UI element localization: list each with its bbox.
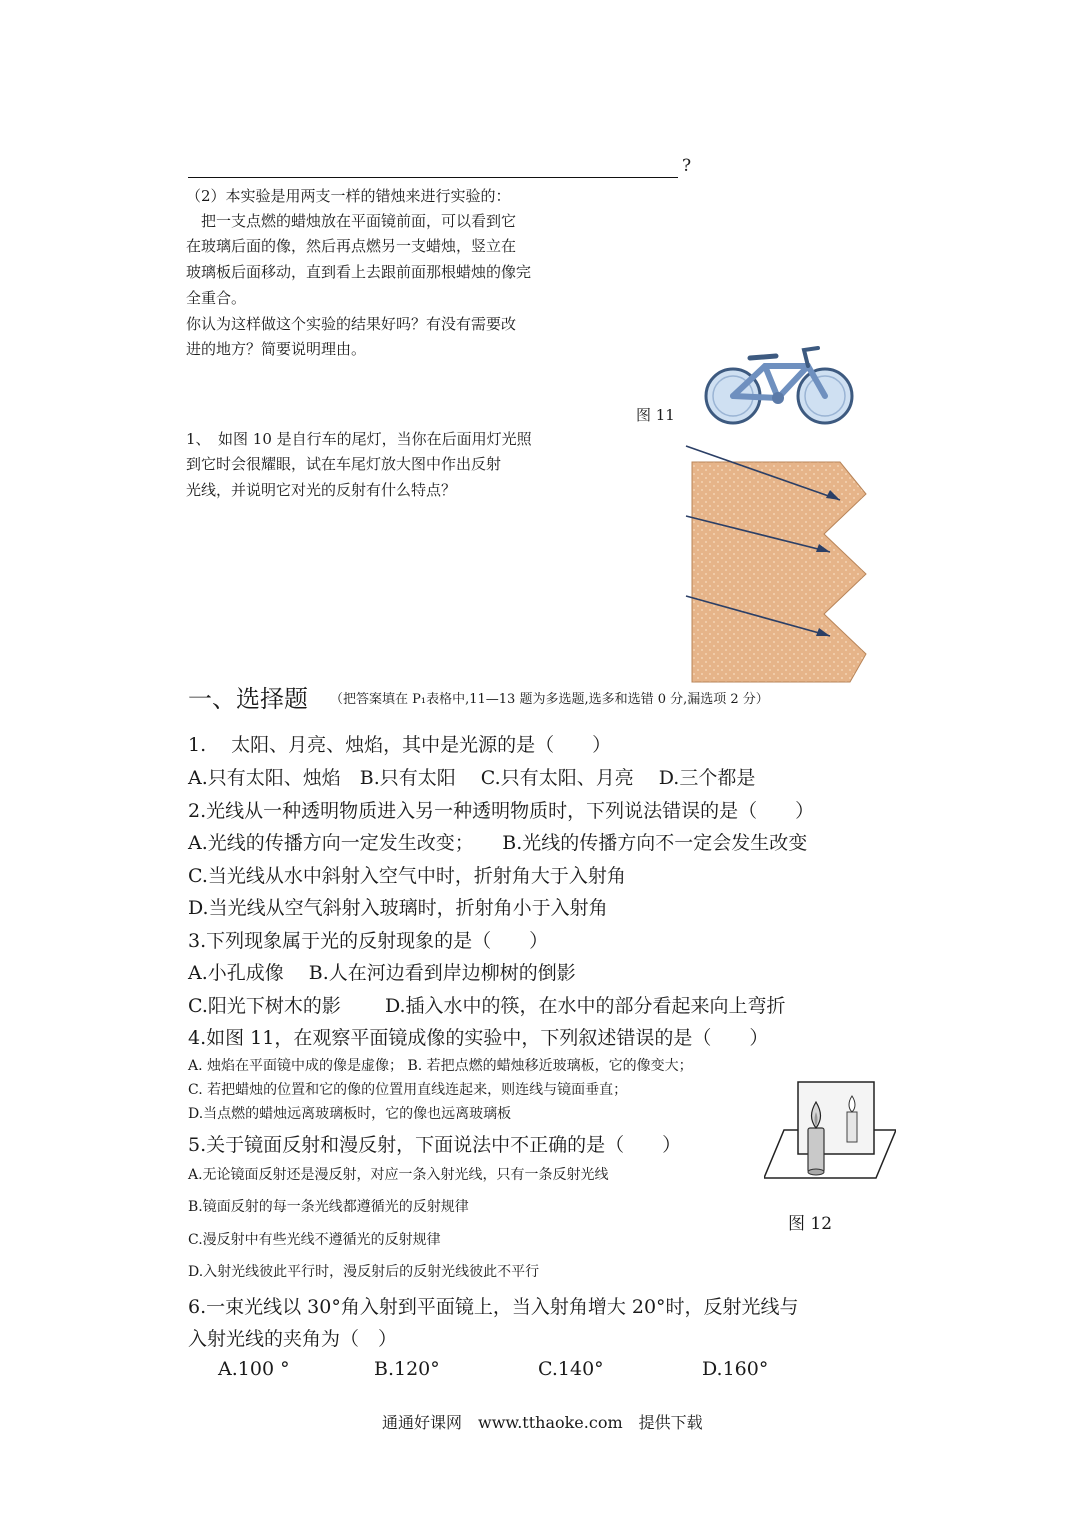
q5-stem: 5.关于镜面反射和漫反射，下面说法中不正确的是（ ） [188, 1134, 682, 1156]
bicycle-figure [690, 338, 870, 434]
q4-option-ab: A. 烛焰在平面镜中成的像是虚像； B. 若把点燃的蜡烛移近玻璃板，它的像变大； [188, 1058, 693, 1074]
experiment-line-2: 把一支点燃的蜡烛放在平面镜前面，可以看到它 [186, 212, 517, 230]
experiment-line-7: 进的地方？简要说明理由。 [186, 340, 367, 358]
experiment-line-4: 玻璃板后面移动，直到看上去跟前面那根蜡烛的像完 [186, 263, 532, 281]
section-title: 一、选择题 [188, 685, 308, 713]
experiment-line-3: 在玻璃后面的像，然后再点燃另一支蜡烛，竖立在 [186, 237, 517, 255]
experiment-line-1: （2）本实验是用两支一样的错烛来进行实验的： [186, 187, 511, 205]
q5-option-c: C.漫反射中有些光线不遵循光的反射规律 [188, 1232, 441, 1248]
fig11-label: 图 11 [636, 406, 675, 424]
q3-stem: 3.下列现象属于光的反射现象的是（ ） [188, 930, 549, 952]
q5-option-a: A.无论镜面反射还是漫反射，对应一条入射光线，只有一条反射光线 [188, 1167, 609, 1183]
q6-stem: 6.一束光线以 30°角入射到平面镜上，当入射角增大 20°时，反射光线与 [188, 1296, 799, 1318]
q6-option-c: C.140° [538, 1358, 604, 1380]
bike-question-line-1: 1、 如图 10 是自行车的尾灯，当你在后面用灯光照 [186, 430, 532, 448]
q4-stem: 4.如图 11，在观察平面镜成像的实验中，下列叙述错误的是（ ） [188, 1027, 769, 1049]
q4-option-c: C. 若把蜡烛的位置和它的像的位置用直线连起来，则连线与镜面垂直； [188, 1082, 628, 1098]
footer: 通通好课网 www.tthaoke.com 提供下载 [382, 1413, 703, 1432]
q6-option-a: A.100 ° [218, 1358, 290, 1380]
q6-option-b: B.120° [374, 1358, 440, 1380]
experiment-line-6: 你认为这样做这个实验的结果好吗？有没有需要改 [186, 315, 517, 333]
q6-stem-cont: 入射光线的夹角为（ ） [188, 1328, 398, 1350]
q2-option-ab: A.光线的传播方向一定发生改变； B.光线的传播方向不一定会发生改变 [188, 832, 808, 854]
q3-option-cd: C.阳光下树木的影 D.插入水中的筷，在水中的部分看起来向上弯折 [188, 995, 786, 1017]
fig12-label: 图 12 [788, 1214, 833, 1234]
reflector-figure [680, 436, 870, 684]
section-note: （把答案填在 P₁表格中,11—13 题为多选题,选多和选错 0 分,漏选项 2 分） [330, 692, 769, 707]
question-mark: ? [682, 156, 692, 176]
answer-line [188, 177, 678, 178]
q2-stem: 2.光线从一种透明物质进入另一种透明物质时，下列说法错误的是（ ） [188, 800, 815, 822]
q3-option-ab: A.小孔成像 B.人在河边看到岸边柳树的倒影 [188, 962, 576, 984]
bike-question-line-2: 到它时会很耀眼，试在车尾灯放大图中作出反射 [186, 455, 502, 473]
q2-option-c: C.当光线从水中斜射入空气中时，折射角大于入射角 [188, 865, 626, 887]
q5-option-d: D.入射光线彼此平行时，漫反射后的反射光线彼此不平行 [188, 1264, 540, 1280]
q2-option-d: D.当光线从空气斜射入玻璃时，折射角小于入射角 [188, 897, 608, 919]
q1-options: A.只有太阳、烛焰 B.只有太阳 C.只有太阳、月亮 D.三个都是 [188, 767, 756, 789]
q6-option-d: D.160° [702, 1358, 769, 1380]
mirror-candle-figure [764, 1078, 896, 1182]
q4-option-d: D.当点燃的蜡烛远离玻璃板时，它的像也远离玻璃板 [188, 1106, 512, 1122]
experiment-line-5: 全重合。 [186, 289, 247, 307]
q1-stem: 1. 太阳、月亮、烛焰，其中是光源的是（ ） [188, 734, 612, 756]
bike-question-line-3: 光线，并说明它对光的反射有什么特点？ [186, 481, 457, 499]
q5-option-b: B.镜面反射的每一条光线都遵循光的反射规律 [188, 1199, 469, 1215]
